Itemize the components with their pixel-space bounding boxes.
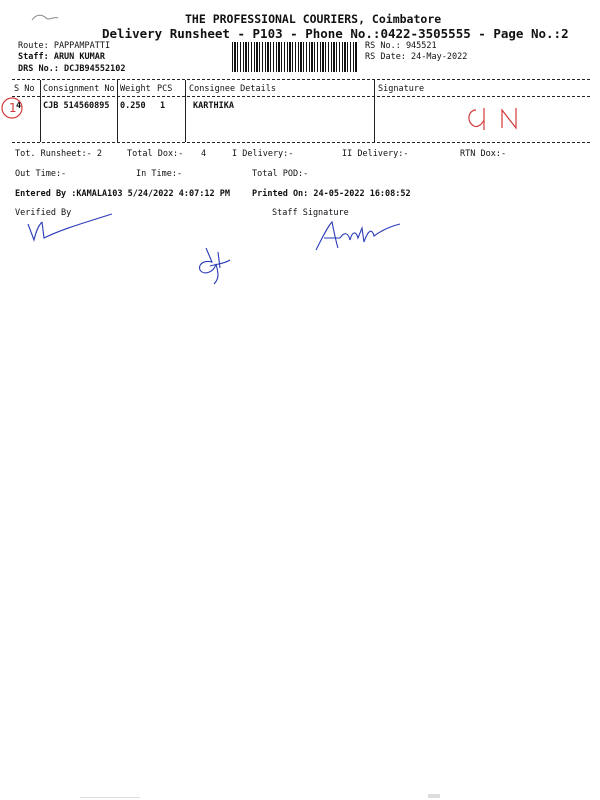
total-pod: Total POD:-: [252, 169, 309, 179]
in-time: In Time:-: [136, 169, 183, 179]
route-label: Route: PAPPAMPATTI: [18, 41, 111, 51]
row-pcs: 1: [160, 101, 166, 111]
circled-number-mark: [0, 96, 26, 120]
i-delivery: I Delivery:-: [232, 149, 294, 159]
verifier-signature: [20, 210, 120, 246]
entered-by: Entered By :KAMALA103 5/24/2022 4:07:12 PM: [15, 189, 230, 199]
col-divider: [40, 80, 41, 142]
scan-artifact: [428, 794, 440, 798]
printed-on: Printed On: 24-05-2022 16:08:52: [252, 189, 411, 199]
col-header-sno: S No: [14, 84, 35, 94]
staff-signature: [312, 218, 402, 258]
row-sno: 4: [16, 101, 22, 111]
total-dox-value: 4: [201, 149, 207, 159]
staff-label: Staff: ARUN KUMAR: [18, 52, 105, 62]
company-name: THE PROFESSIONAL COURIERS, Coimbatore: [185, 12, 442, 26]
runsheet-subtitle: Delivery Runsheet - P103 - Phone No.:0422-3505555 - Page No.:2: [102, 26, 569, 41]
table-top-rule: [12, 79, 590, 80]
barcode: [232, 42, 358, 72]
table-bottom-rule: [12, 142, 590, 143]
total-dox-label: Total Dox:-: [127, 149, 184, 159]
table-header-rule: [12, 96, 590, 97]
out-time: Out Time:-: [15, 169, 67, 179]
scan-artifact: [80, 797, 140, 798]
tot-runsheet: Tot. Runsheet:- 2: [15, 149, 102, 159]
handover-signature: [190, 242, 240, 288]
receiver-signature-mark: [462, 104, 532, 134]
top-scribble-icon: [30, 12, 60, 24]
drs-number: DRS No.: DCJB94552102: [18, 64, 126, 74]
circled-number: 1: [9, 101, 17, 115]
col-header-weight: Weight: [120, 84, 151, 94]
row-weight: 0.250: [120, 101, 146, 111]
ii-delivery: II Delivery:-: [342, 149, 409, 159]
col-header-consignment: Consignment No: [43, 84, 115, 94]
col-header-signature: Signature: [378, 84, 425, 94]
staff-signature-label: Staff Signature: [272, 208, 349, 218]
verified-by-label: Verified By: [15, 208, 72, 218]
rs-number: RS No.: 945521: [365, 41, 437, 51]
col-divider: [185, 80, 186, 142]
col-divider: [117, 80, 118, 142]
col-header-pcs: PCS: [157, 84, 173, 94]
col-divider: [374, 80, 375, 142]
row-consignee: KARTHIKA: [193, 101, 234, 111]
col-header-consignee: Consignee Details: [189, 84, 276, 94]
rtn-dox: RTN Dox:-: [460, 149, 507, 159]
row-consignment: CJB 514560895: [43, 101, 110, 111]
rs-date: RS Date: 24-May-2022: [365, 52, 468, 62]
